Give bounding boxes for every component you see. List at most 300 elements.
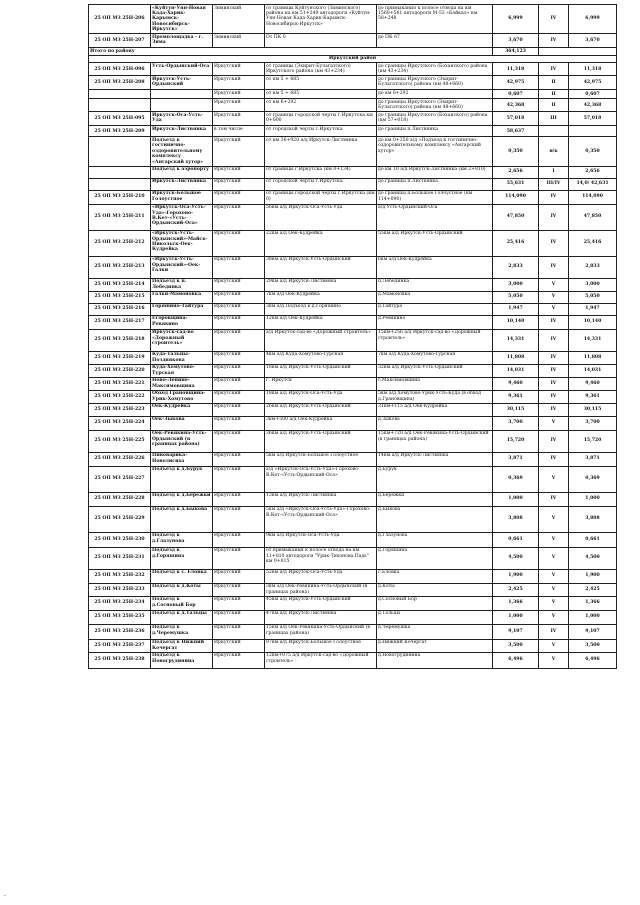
length-km: 1,947 bbox=[493, 303, 539, 315]
total-km: 9,460 bbox=[569, 377, 617, 390]
table-row bbox=[89, 278, 617, 291]
road-code: 25 ОП МЗ 25Н-218 bbox=[89, 329, 151, 351]
road-name: Подъезд к Нижний Кочергат bbox=[151, 639, 213, 652]
table-row bbox=[89, 329, 617, 351]
road-name: Куда-Тальцы-Позднякова bbox=[151, 351, 213, 364]
district: Иркутский bbox=[213, 596, 265, 610]
length-km: 14,331 bbox=[493, 329, 539, 351]
table-row bbox=[89, 190, 617, 204]
district: Иркутский bbox=[213, 112, 265, 126]
total-km: 1,000 bbox=[569, 492, 617, 506]
start-point: 5км а/д Иркутск-Большое Голоустное bbox=[265, 452, 377, 466]
road-category: V bbox=[539, 291, 569, 303]
district: Иркутский bbox=[213, 390, 265, 403]
road-name: Оек-Кудрейка bbox=[151, 403, 213, 416]
district: Иркутский bbox=[213, 506, 265, 532]
road-code: 25 ОП МЗ 25Н-216 bbox=[89, 303, 151, 315]
district: Иркутский bbox=[213, 430, 265, 452]
total-km: 42,975 bbox=[569, 76, 617, 90]
table-row bbox=[89, 364, 617, 377]
road-category: V bbox=[539, 583, 569, 596]
start-point: 97км а/д Иркутск-Большое Голоустное bbox=[265, 639, 377, 652]
road-code: 25 ОП МЗ 25Н-232 bbox=[89, 569, 151, 583]
total-km: 4,500 bbox=[569, 547, 617, 569]
road-code: 25 ОП МЗ 25Н-095 bbox=[89, 112, 151, 126]
road-code: 25 ОП МЗ 25Н-223 bbox=[89, 403, 151, 416]
road-code: 25 ОП МЗ 25Н-231 bbox=[89, 547, 151, 569]
road-category bbox=[539, 126, 569, 137]
total-km: 1,000 bbox=[569, 610, 617, 624]
end-point: д.Мамоновка bbox=[377, 291, 493, 303]
road-category: II bbox=[539, 76, 569, 90]
start-point: 9км а/д Иркутск-Оса-Усть-Уда bbox=[265, 532, 377, 547]
road-category: V bbox=[539, 610, 569, 624]
end-point: д.Коты bbox=[377, 583, 493, 596]
table-row bbox=[89, 230, 617, 256]
district: Иркутский bbox=[213, 403, 265, 416]
total-km: 114,090 bbox=[569, 190, 617, 204]
length-km: 9,460 bbox=[493, 377, 539, 390]
start-point: 3км а/д Оек-Ревякина-Усть-Ордынский (в границах района) bbox=[265, 583, 377, 596]
road-category: V bbox=[539, 652, 569, 668]
length-km: 6,496 bbox=[493, 652, 539, 668]
road-category: V bbox=[539, 278, 569, 291]
road-name: «Иркутск-Усть-Ордынский»-Оек-Галки bbox=[151, 256, 213, 278]
table-row bbox=[89, 416, 617, 430]
district: Иркутский bbox=[213, 610, 265, 624]
total-km: 2,833 bbox=[569, 256, 617, 278]
roads-table bbox=[88, 4, 617, 669]
length-km: 1,366 bbox=[493, 596, 539, 610]
length-km: 0,350 bbox=[493, 137, 539, 166]
road-name: Подъезд к д.Глазунова bbox=[151, 532, 213, 547]
road-code: 25 ОП МЗ 25Н-208 bbox=[89, 76, 151, 90]
end-point: до км 6+292 bbox=[377, 90, 493, 99]
end-point: до км 10 а/д Иркутск-Листвянка (км 2+810) bbox=[377, 166, 493, 178]
total-row bbox=[89, 48, 617, 56]
total-km bbox=[569, 126, 617, 137]
table-row bbox=[89, 204, 617, 230]
table-row bbox=[89, 569, 617, 583]
district: Иркутский bbox=[213, 377, 265, 390]
road-code: 25 ОП МЗ 25Н-210 bbox=[89, 190, 151, 204]
start-point: от примыкания к полосе отвода на км 11+010 автодороги "Урик-Тихонова Падь" км 0+015 bbox=[265, 547, 377, 569]
district: Иркутский bbox=[213, 230, 265, 256]
road-code bbox=[89, 90, 151, 99]
road-name: Подъезд к д.Горяшина bbox=[151, 547, 213, 569]
road-category: V bbox=[539, 303, 569, 315]
road-category: I bbox=[539, 166, 569, 178]
road-category: IV bbox=[539, 63, 569, 76]
district: Иркутский bbox=[213, 532, 265, 547]
table-row bbox=[89, 291, 617, 303]
table-row bbox=[89, 583, 617, 596]
road-name: Иркутск-сад-во «Дорожный строитель» bbox=[151, 329, 213, 351]
road-name bbox=[151, 99, 213, 112]
district: Иркутский bbox=[213, 466, 265, 492]
district: Иркутский bbox=[213, 329, 265, 351]
total-km: 15,720 bbox=[569, 430, 617, 452]
total-km: 5,050 bbox=[569, 291, 617, 303]
start-point: от городской черты г.Иркутска bbox=[265, 178, 377, 190]
district: Зиминский bbox=[213, 5, 265, 34]
total-km: 14,031 bbox=[569, 364, 617, 377]
start-point: от границы Куйтунского (Зиминского) района на км 51+249 автодороги «Куйтун-Уян-Новая Када-Харик-Карымск-Новосибирск-Иркутск» bbox=[265, 5, 377, 34]
road-name: Куда-Хомутово-Турская bbox=[151, 364, 213, 377]
road-category: V bbox=[539, 532, 569, 547]
start-point: 52км а/д Иркутск-Оса-Усть-Уда bbox=[265, 569, 377, 583]
table-row bbox=[89, 610, 617, 624]
road-category: III bbox=[539, 112, 569, 126]
length-km: 9,107 bbox=[493, 624, 539, 639]
total-km: 42,368 bbox=[569, 99, 617, 112]
total-km: 9,107 bbox=[569, 624, 617, 639]
end-point: с.Еловка bbox=[377, 569, 493, 583]
road-code: 25 ОП МЗ 25Н-226 bbox=[89, 452, 151, 466]
end-point: д.Зыкова bbox=[377, 416, 493, 430]
road-code bbox=[89, 166, 151, 178]
start-point: от границы г.Иркутска (км 0+134) bbox=[265, 166, 377, 178]
road-name: Подъезд к д.Тальцы bbox=[151, 610, 213, 624]
length-km: 2,656 bbox=[493, 166, 539, 178]
length-km: 3,700 bbox=[493, 416, 539, 430]
road-category: III/IV bbox=[539, 178, 569, 190]
end-point: п.Лебединка bbox=[377, 278, 493, 291]
road-category: II bbox=[539, 99, 569, 112]
length-km: 2,833 bbox=[493, 256, 539, 278]
table-row bbox=[89, 390, 617, 403]
total-km: 0,350 bbox=[569, 137, 617, 166]
start-point: 7км а/д Оек-Кудрейка bbox=[265, 291, 377, 303]
road-code bbox=[89, 99, 151, 112]
end-point: 31км+115 а/д Оек-Кудрейка bbox=[377, 403, 493, 416]
total-km: 0,607 bbox=[569, 90, 617, 99]
start-point: 18км а/д Иркутск-Оса-Усть-Уда bbox=[265, 390, 377, 403]
district: Иркутский bbox=[213, 639, 265, 652]
end-point: д.Тальцы bbox=[377, 610, 493, 624]
table-row bbox=[89, 596, 617, 610]
road-code: 25 ОП МЗ 25Н-217 bbox=[89, 315, 151, 329]
road-category: IV bbox=[539, 256, 569, 278]
total-km: 9,361 bbox=[569, 390, 617, 403]
length-km: 0,607 bbox=[493, 90, 539, 99]
length-km: 3,808 bbox=[493, 506, 539, 532]
road-code: 25 ОП МЗ 25Н-211 bbox=[89, 204, 151, 230]
road-code: 25 ОП МЗ 25Н-215 bbox=[89, 291, 151, 303]
district: Иркутский bbox=[213, 315, 265, 329]
road-name: Оек-Зыкова bbox=[151, 416, 213, 430]
section-title: Иркутский район bbox=[89, 55, 617, 63]
road-category: IV bbox=[539, 403, 569, 416]
length-km: 15,720 bbox=[493, 430, 539, 452]
district: Иркутский bbox=[213, 303, 265, 315]
length-km: 3,000 bbox=[493, 278, 539, 291]
total-km: 11,808 bbox=[569, 351, 617, 364]
district: Иркутский bbox=[213, 256, 265, 278]
end-point: 15км+720 а/д Оек-Ревякина-Усть-Ордынский (в границах района) bbox=[377, 430, 493, 452]
start-point: 22км а/д Оек-Кудрейка bbox=[265, 230, 377, 256]
road-category: V bbox=[539, 639, 569, 652]
road-code: 25 ОП МЗ 25Н-236 bbox=[89, 624, 151, 639]
road-name: Иркутск-Листвянка bbox=[151, 126, 213, 137]
section-row bbox=[89, 55, 617, 63]
road-name: Подъезд к д.Черемушка bbox=[151, 624, 213, 639]
end-point: д.Тайтура bbox=[377, 303, 493, 315]
table-row bbox=[89, 547, 617, 569]
start-point: а/д «Иркутск-Оса-Усть-Уда»-Горохово-В.Кет-«Усть-Ордынский-Оса» bbox=[265, 466, 377, 492]
road-name: Обход Грановщина-Урик-Хомутово bbox=[151, 390, 213, 403]
length-km: 5,050 bbox=[493, 291, 539, 303]
road-category: IV bbox=[539, 364, 569, 377]
road-name: «Куйтун-Уян-Новая Када-Харик-Карымск-Новосибирск-Иркутск» bbox=[151, 5, 213, 34]
total-km: 2,425 bbox=[569, 583, 617, 596]
length-km: 9,361 bbox=[493, 390, 539, 403]
total-km: 3,670 bbox=[569, 34, 617, 48]
road-code: 25 ОП МЗ 25Н-230 bbox=[89, 532, 151, 547]
road-category: IV bbox=[539, 377, 569, 390]
length-km: 58,637 bbox=[493, 126, 539, 137]
road-name: «Иркутск-Усть-Ордынский»-Майск-Никольск-Оек-Кудрейка bbox=[151, 230, 213, 256]
table-row bbox=[89, 303, 617, 315]
road-code: 25 ОП МЗ 25Н-221 bbox=[89, 377, 151, 390]
road-category: IV bbox=[539, 351, 569, 364]
total-empty-cell bbox=[539, 48, 617, 56]
road-category: IV bbox=[539, 230, 569, 256]
length-km: 3,500 bbox=[493, 639, 539, 652]
road-name: Подъезд к гостинично-оздоровительному комплексу «Ангарский хутор» bbox=[151, 137, 213, 166]
district: Иркутский bbox=[213, 166, 265, 178]
table-row bbox=[89, 430, 617, 452]
table-row bbox=[89, 466, 617, 492]
table-row bbox=[89, 90, 617, 99]
total-km: 11,318 bbox=[569, 63, 617, 76]
road-code: 25 ОП МЗ 25Н-220 bbox=[89, 364, 151, 377]
total-km: 3,700 bbox=[569, 416, 617, 430]
road-name: Подъезд к Новогрудинина bbox=[151, 652, 213, 668]
length-km: 57,018 bbox=[493, 112, 539, 126]
end-point: с.Максимовщина bbox=[377, 377, 493, 390]
table-row bbox=[89, 351, 617, 364]
total-km: 1,900 bbox=[569, 569, 617, 583]
district: Зиминский bbox=[213, 34, 265, 48]
road-code: 25 ОП МЗ 25Н-212 bbox=[89, 230, 151, 256]
length-km: 42,368 bbox=[493, 99, 539, 112]
road-name: Промплощадка - г. Зима bbox=[151, 34, 213, 48]
road-code: 25 ОП МЗ 25Н-219 bbox=[89, 351, 151, 364]
district: Иркутский bbox=[213, 137, 265, 166]
start-point: от границы (Эхирит-Булагатского) Иркутского района (км 43+234) bbox=[265, 63, 377, 76]
total-label: Итого по району bbox=[89, 48, 493, 56]
road-category: IV bbox=[539, 430, 569, 452]
start-point: 4км а/д Куда-Хомутово-Турская bbox=[265, 351, 377, 364]
road-name: Подъезд к д.Быкова bbox=[151, 506, 213, 532]
end-point: 15км+256 а/д Иркутск-сад-во «Дорожный строитель» bbox=[377, 329, 493, 351]
road-category: IV bbox=[539, 624, 569, 639]
end-point: 32км а/д Иркутск-Усть-Ордынский bbox=[377, 364, 493, 377]
start-point: от км 5 + 685 bbox=[265, 90, 377, 99]
road-name: Подъезд к д.Бережки bbox=[151, 492, 213, 506]
road-code: 25 ОП МЗ 25Н-214 bbox=[89, 278, 151, 291]
road-category: V bbox=[539, 466, 569, 492]
road-code: 25 ОП МЗ 25Н-224 bbox=[89, 416, 151, 430]
start-point: 5км а/д «Иркутск-Оса-Усть-Уда»-Горохово-В.Кет-«Усть-Ордынский-Оса» bbox=[265, 506, 377, 532]
table-row bbox=[89, 532, 617, 547]
road-category: V bbox=[539, 596, 569, 610]
start-point: 56км а/д Иркутск-Оса-Усть-Уда bbox=[265, 204, 377, 230]
end-point: 14км а/д Иркутск-Листвянка bbox=[377, 452, 493, 466]
road-name: Иркутск-Большое Голоустное bbox=[151, 190, 213, 204]
end-point: 55км а/д Иркутск-Усть-Ордынский bbox=[377, 230, 493, 256]
district: Иркутский bbox=[213, 416, 265, 430]
road-name: Егоровщина-Ревякино bbox=[151, 315, 213, 329]
total-length: 364,123 bbox=[493, 48, 539, 56]
total-km: 3,808 bbox=[569, 506, 617, 532]
length-km: 25,416 bbox=[493, 230, 539, 256]
table-row bbox=[89, 5, 617, 34]
road-name: Пивоварика-Новолисиха bbox=[151, 452, 213, 466]
district: Иркутский bbox=[213, 76, 265, 90]
end-point: до границы п.Листвянка bbox=[377, 126, 493, 137]
road-category: IV bbox=[539, 34, 569, 48]
length-km: 1,900 bbox=[493, 569, 539, 583]
end-point: д.Бережки bbox=[377, 492, 493, 506]
table-row bbox=[89, 624, 617, 639]
table-row bbox=[89, 99, 617, 112]
district: Иркутский bbox=[213, 190, 265, 204]
length-km: 4,500 bbox=[493, 547, 539, 569]
road-name: Подъезд к п. Лебединка bbox=[151, 278, 213, 291]
road-code: 25 ОП МЗ 25Н-233 bbox=[89, 583, 151, 596]
table-row bbox=[89, 126, 617, 137]
start-point: 45км а/д Иркутск-Усть-Ордынский bbox=[265, 596, 377, 610]
district: Иркутский bbox=[213, 492, 265, 506]
end-point: до ПК 67 bbox=[377, 34, 493, 48]
road-code: 25 ОП МЗ 25Н-235 bbox=[89, 610, 151, 624]
end-point: д.Ревякино bbox=[377, 315, 493, 329]
table-row bbox=[89, 377, 617, 390]
road-category: V bbox=[539, 569, 569, 583]
total-km: 2,656 bbox=[569, 166, 617, 178]
length-km: 11,318 bbox=[493, 63, 539, 76]
road-category: II bbox=[539, 90, 569, 99]
end-point: д.Сосновый Бор bbox=[377, 596, 493, 610]
district: Иркутский bbox=[213, 63, 265, 76]
length-km: 3,871 bbox=[493, 452, 539, 466]
end-point: а/д Усть-Ордынский-Оса bbox=[377, 204, 493, 230]
length-km: 0,369 bbox=[493, 466, 539, 492]
road-name: Усть-Ордынский-Оса bbox=[151, 63, 213, 76]
table-row bbox=[89, 166, 617, 178]
start-point: 12км+075 а/д Иркутск-сад-во «Дорожный строитель» bbox=[265, 652, 377, 668]
end-point: д.Глазунова bbox=[377, 532, 493, 547]
total-km: 57,018 bbox=[569, 112, 617, 126]
road-name: Иркутск-Оса-Усть-Уда bbox=[151, 112, 213, 126]
start-point: 29км а/д Иркутск-Листвянка bbox=[265, 278, 377, 291]
length-km: 10,140 bbox=[493, 315, 539, 329]
end-point: до границы п.Листвянка bbox=[377, 178, 493, 190]
total-km: 6,496 bbox=[569, 652, 617, 668]
end-point: 7км а/д Куда-Хомутово-Турская bbox=[377, 351, 493, 364]
start-point: от км 5 + 685 bbox=[265, 76, 377, 90]
road-name: Горяшино-Тайтура bbox=[151, 303, 213, 315]
table-row bbox=[89, 315, 617, 329]
district: Иркутский bbox=[213, 569, 265, 583]
start-point: от км 6+292 bbox=[265, 99, 377, 112]
length-km: 42,975 bbox=[493, 76, 539, 90]
road-category: V bbox=[539, 547, 569, 569]
total-km: 3,500 bbox=[569, 639, 617, 652]
road-category: IV bbox=[539, 452, 569, 466]
end-point: д.Бурук bbox=[377, 466, 493, 492]
end-point: до границы Иркутского (Эхирит-Булагатского) района (км 48+660) bbox=[377, 99, 493, 112]
length-km: 1,000 bbox=[493, 492, 539, 506]
road-name: Иркутск-Усть-Ордынский bbox=[151, 76, 213, 90]
table-row bbox=[89, 506, 617, 532]
road-category: V bbox=[539, 506, 569, 532]
road-code: 25 ОП МЗ 25Н-227 bbox=[89, 466, 151, 492]
length-km: 47,850 bbox=[493, 204, 539, 230]
road-category: IV bbox=[539, 390, 569, 403]
district: Иркутский bbox=[213, 583, 265, 596]
start-point: От ПК 0 bbox=[265, 34, 377, 48]
table-row bbox=[89, 63, 617, 76]
total-km: 47,850 bbox=[569, 204, 617, 230]
road-code: 25 ОП МЗ 25Н-229 bbox=[89, 506, 151, 532]
page-footer-mark: · bbox=[4, 893, 6, 900]
road-code: 25 ОП МЗ 25Н-213 bbox=[89, 256, 151, 278]
start-point: 36км а/д Иркутск-Усть-Ордынский bbox=[265, 430, 377, 452]
district: Иркутский bbox=[213, 547, 265, 569]
road-name: «Иркутск-Оса-Усть-Уда»-Горохово-В.Кет-«Усть-Ордынский-Оса» bbox=[151, 204, 213, 230]
table-row bbox=[89, 137, 617, 166]
length-km: 55,631 bbox=[493, 178, 539, 190]
district: Иркутский bbox=[213, 452, 265, 466]
start-point: 26км а/д Иркутск-Усть-Ордынский bbox=[265, 403, 377, 416]
start-point: от границы городской черты г.Иркутска (км 0) bbox=[265, 190, 377, 204]
district: в том числе bbox=[213, 126, 265, 137]
total-km: 6,999 bbox=[569, 5, 617, 34]
length-km: 0,661 bbox=[493, 532, 539, 547]
length-km: 11,808 bbox=[493, 351, 539, 364]
start-point: 18км а/д Иркутск-Усть-Ордынский bbox=[265, 364, 377, 377]
total-km: 14,0/ 42,631 bbox=[569, 178, 617, 190]
road-code: 25 ОП МЗ 25Н-206 bbox=[89, 5, 151, 34]
road-code: 25 ОП МЗ 25Н-096 bbox=[89, 63, 151, 76]
end-point: д.Быкова bbox=[377, 506, 493, 532]
end-point: 5км а/д Хомутово-Урик-Усть-Куда (в обход д.Грановщина) bbox=[377, 390, 493, 403]
road-name: Подъезд к д.Коты bbox=[151, 583, 213, 596]
length-km: 2,425 bbox=[493, 583, 539, 596]
start-point: а/д Иркутск-сад-во «Дорожный строитель» bbox=[265, 329, 377, 351]
total-km: 14,331 bbox=[569, 329, 617, 351]
table-row bbox=[89, 256, 617, 278]
length-km: 30,115 bbox=[493, 403, 539, 416]
table-row bbox=[89, 652, 617, 668]
road-category: IV bbox=[539, 204, 569, 230]
start-point: от км 36+920 а/д Иркутск-Листвянка bbox=[265, 137, 377, 166]
road-code: 25 ОП МЗ 25Н-234 bbox=[89, 596, 151, 610]
end-point: до границы Иркутского (Эхирит-Булагатского) района (км 48+660) bbox=[377, 76, 493, 90]
road-category: IV bbox=[539, 329, 569, 351]
district: Иркутский bbox=[213, 364, 265, 377]
total-km: 25,416 bbox=[569, 230, 617, 256]
total-km: 10,140 bbox=[569, 315, 617, 329]
road-code: 25 ОП МЗ 25Н-237 bbox=[89, 639, 151, 652]
table-row bbox=[89, 639, 617, 652]
road-code: 25 ОП МЗ 25Н-225 bbox=[89, 430, 151, 452]
road-name bbox=[151, 90, 213, 99]
road-name: Иркутск-Листвянка bbox=[151, 178, 213, 190]
